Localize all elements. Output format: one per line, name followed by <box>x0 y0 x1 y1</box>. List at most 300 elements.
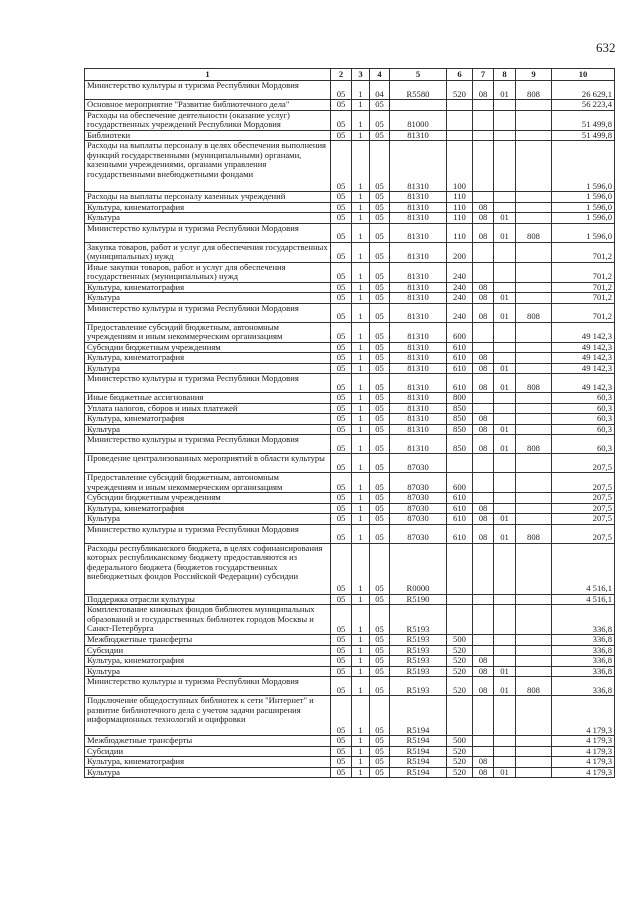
row-func-subsection: 01 <box>494 303 516 322</box>
row-section: 1 <box>352 656 370 667</box>
row-expense-type: 610 <box>447 353 473 364</box>
row-func-section: 08 <box>473 363 494 374</box>
row-chapter: 05 <box>331 141 352 192</box>
row-target-article: R5193 <box>390 656 447 667</box>
row-description: Культура, кинематография <box>85 414 331 425</box>
row-target-article: 81310 <box>390 202 447 213</box>
row-target-article: R5190 <box>390 594 447 605</box>
row-target-article: 81310 <box>390 130 447 141</box>
row-amount: 4 179,3 <box>552 696 615 736</box>
col-header: 6 <box>447 69 473 81</box>
row-ministry-code <box>516 605 552 635</box>
table-row <box>85 130 615 141</box>
row-expense-type: 600 <box>447 473 473 493</box>
row-amount: 701,2 <box>552 282 615 293</box>
table-row <box>85 363 615 374</box>
table-row <box>85 746 615 757</box>
row-subsection: 05 <box>370 322 390 342</box>
row-amount: 4 516,1 <box>552 594 615 605</box>
row-expense-type: 520 <box>447 677 473 696</box>
table-row <box>85 543 615 594</box>
row-target-article: 81310 <box>390 293 447 304</box>
table-row <box>85 110 615 130</box>
row-section: 1 <box>352 192 370 203</box>
row-section: 1 <box>352 403 370 414</box>
row-expense-type <box>447 543 473 594</box>
table-row <box>85 293 615 304</box>
row-section: 1 <box>352 303 370 322</box>
row-section: 1 <box>352 696 370 736</box>
row-subsection: 05 <box>370 767 390 778</box>
row-target-article: 81310 <box>390 374 447 393</box>
row-chapter: 05 <box>331 242 352 262</box>
row-chapter: 05 <box>331 493 352 504</box>
row-func-subsection: 01 <box>494 767 516 778</box>
row-description: Межбюджетные трансферты <box>85 635 331 646</box>
row-subsection: 05 <box>370 594 390 605</box>
row-subsection: 05 <box>370 514 390 525</box>
row-section: 1 <box>352 635 370 646</box>
row-description: Культура <box>85 666 331 677</box>
row-amount: 51 499,8 <box>552 130 615 141</box>
row-ministry-code <box>516 543 552 594</box>
row-target-article: 87030 <box>390 503 447 514</box>
row-func-section <box>473 262 494 282</box>
row-description: Проведение централизованных мероприятий в области культуры <box>85 454 331 473</box>
row-expense-type <box>447 696 473 736</box>
row-func-subsection <box>494 493 516 504</box>
row-subsection: 05 <box>370 282 390 293</box>
row-description: Расходы на выплаты персоналу в целях обеспечения выполнения функций государственными (муниципальными) органами, казенными учреждениями, органами управления государственными внебюджетными фондами <box>85 141 331 192</box>
row-func-subsection: 01 <box>494 374 516 393</box>
row-description: Культура <box>85 293 331 304</box>
row-expense-type: 520 <box>447 656 473 667</box>
row-subsection: 05 <box>370 757 390 768</box>
row-chapter: 05 <box>331 130 352 141</box>
row-func-section: 08 <box>473 202 494 213</box>
row-func-section <box>473 635 494 646</box>
row-func-subsection <box>494 342 516 353</box>
row-amount: 336,8 <box>552 635 615 646</box>
row-expense-type: 610 <box>447 363 473 374</box>
row-target-article: 81310 <box>390 303 447 322</box>
row-ministry-code <box>516 141 552 192</box>
table-header-row <box>85 69 615 81</box>
row-description: Министерство культуры и туризма Республики Мордовия <box>85 303 331 322</box>
row-func-subsection <box>494 141 516 192</box>
row-section: 1 <box>352 645 370 656</box>
row-section: 1 <box>352 363 370 374</box>
col-header: 10 <box>552 69 615 81</box>
row-amount: 336,8 <box>552 645 615 656</box>
row-func-subsection <box>494 696 516 736</box>
row-func-section: 08 <box>473 757 494 768</box>
row-target-article: 81310 <box>390 213 447 224</box>
row-func-subsection <box>494 454 516 473</box>
row-expense-type: 100 <box>447 141 473 192</box>
row-expense-type: 200 <box>447 242 473 262</box>
row-subsection: 05 <box>370 403 390 414</box>
row-amount: 4 179,3 <box>552 767 615 778</box>
row-subsection: 05 <box>370 262 390 282</box>
table-row <box>85 100 615 111</box>
row-func-subsection <box>494 635 516 646</box>
row-target-article: R0000 <box>390 543 447 594</box>
row-ministry-code <box>516 493 552 504</box>
row-ministry-code <box>516 100 552 111</box>
row-section: 1 <box>352 594 370 605</box>
table-row <box>85 757 615 768</box>
row-subsection: 05 <box>370 635 390 646</box>
row-ministry-code <box>516 666 552 677</box>
row-chapter: 05 <box>331 543 352 594</box>
row-target-article: R5193 <box>390 666 447 677</box>
row-func-section <box>473 242 494 262</box>
row-amount: 4 179,3 <box>552 757 615 768</box>
row-func-subsection: 01 <box>494 213 516 224</box>
row-func-section: 08 <box>473 767 494 778</box>
row-expense-type: 520 <box>447 746 473 757</box>
row-target-article: R5194 <box>390 736 447 747</box>
table-row <box>85 213 615 224</box>
row-amount: 701,2 <box>552 303 615 322</box>
row-description: Культура, кинематография <box>85 202 331 213</box>
table-row <box>85 514 615 525</box>
row-chapter: 05 <box>331 393 352 404</box>
row-expense-type: 110 <box>447 223 473 242</box>
row-target-article: R5194 <box>390 767 447 778</box>
row-amount: 60,3 <box>552 414 615 425</box>
table-row <box>85 81 615 100</box>
row-func-section <box>473 100 494 111</box>
row-target-article: 81310 <box>390 414 447 425</box>
row-section: 1 <box>352 454 370 473</box>
budget-table <box>84 68 615 778</box>
row-description: Расходы на выплаты персоналу казенных учреждений <box>85 192 331 203</box>
row-ministry-code <box>516 282 552 293</box>
row-chapter: 05 <box>331 454 352 473</box>
row-func-subsection: 01 <box>494 424 516 435</box>
row-ministry-code <box>516 202 552 213</box>
row-func-section: 08 <box>473 81 494 100</box>
row-func-section <box>473 594 494 605</box>
row-expense-type <box>447 110 473 130</box>
row-section: 1 <box>352 493 370 504</box>
row-description: Уплата налогов, сборов и иных платежей <box>85 403 331 414</box>
row-chapter: 05 <box>331 414 352 425</box>
row-expense-type <box>447 130 473 141</box>
row-target-article: 87030 <box>390 514 447 525</box>
row-section: 1 <box>352 213 370 224</box>
row-chapter: 05 <box>331 736 352 747</box>
row-target-article: 81310 <box>390 363 447 374</box>
table-row <box>85 303 615 322</box>
row-ministry-code <box>516 767 552 778</box>
col-header: 4 <box>370 69 390 81</box>
col-header: 5 <box>390 69 447 81</box>
col-header: 7 <box>473 69 494 81</box>
row-func-section <box>473 696 494 736</box>
row-amount: 60,3 <box>552 403 615 414</box>
row-chapter: 05 <box>331 746 352 757</box>
row-ministry-code <box>516 746 552 757</box>
row-func-subsection <box>494 473 516 493</box>
row-amount: 701,2 <box>552 262 615 282</box>
row-ministry-code <box>516 757 552 768</box>
row-section: 1 <box>352 353 370 364</box>
row-description: Культура <box>85 424 331 435</box>
row-target-article: 81000 <box>390 110 447 130</box>
row-ministry-code <box>516 473 552 493</box>
row-amount: 336,8 <box>552 605 615 635</box>
row-section: 1 <box>352 393 370 404</box>
row-subsection: 05 <box>370 202 390 213</box>
row-func-section <box>473 342 494 353</box>
row-func-subsection: 01 <box>494 435 516 454</box>
row-expense-type: 240 <box>447 282 473 293</box>
row-expense-type: 520 <box>447 81 473 100</box>
row-amount: 49 142,3 <box>552 374 615 393</box>
row-section: 1 <box>352 666 370 677</box>
row-subsection: 05 <box>370 524 390 543</box>
row-section: 1 <box>352 100 370 111</box>
row-func-section: 08 <box>473 524 494 543</box>
row-chapter: 05 <box>331 192 352 203</box>
row-section: 1 <box>352 282 370 293</box>
row-section: 1 <box>352 322 370 342</box>
row-ministry-code <box>516 342 552 353</box>
row-section: 1 <box>352 543 370 594</box>
row-ministry-code: 808 <box>516 223 552 242</box>
row-func-subsection: 01 <box>494 81 516 100</box>
row-ministry-code: 808 <box>516 303 552 322</box>
row-func-section: 08 <box>473 223 494 242</box>
row-ministry-code <box>516 514 552 525</box>
row-expense-type: 520 <box>447 767 473 778</box>
row-description: Министерство культуры и туризма Республики Мордовия <box>85 374 331 393</box>
row-section: 1 <box>352 435 370 454</box>
table-row <box>85 503 615 514</box>
row-amount: 701,2 <box>552 242 615 262</box>
row-description: Культура, кинематография <box>85 353 331 364</box>
row-func-section <box>473 645 494 656</box>
table-row <box>85 656 615 667</box>
row-target-article: 87030 <box>390 473 447 493</box>
row-target-article: 81310 <box>390 322 447 342</box>
table-row <box>85 322 615 342</box>
row-target-article: 81310 <box>390 435 447 454</box>
row-func-section: 08 <box>473 282 494 293</box>
row-subsection: 05 <box>370 424 390 435</box>
row-subsection: 05 <box>370 130 390 141</box>
row-amount: 49 142,3 <box>552 342 615 353</box>
row-func-section: 08 <box>473 303 494 322</box>
col-header: 2 <box>331 69 352 81</box>
row-target-article: R5194 <box>390 757 447 768</box>
row-expense-type: 610 <box>447 374 473 393</box>
row-func-section <box>473 403 494 414</box>
row-description: Министерство культуры и туризма Республики Мордовия <box>85 524 331 543</box>
row-func-subsection: 01 <box>494 677 516 696</box>
row-amount: 4 179,3 <box>552 736 615 747</box>
table-row <box>85 435 615 454</box>
row-ministry-code <box>516 635 552 646</box>
row-ministry-code <box>516 130 552 141</box>
row-section: 1 <box>352 677 370 696</box>
row-subsection: 05 <box>370 645 390 656</box>
row-subsection: 04 <box>370 81 390 100</box>
row-chapter: 05 <box>331 757 352 768</box>
row-subsection: 05 <box>370 342 390 353</box>
row-subsection: 05 <box>370 435 390 454</box>
row-section: 1 <box>352 767 370 778</box>
row-func-subsection <box>494 353 516 364</box>
table-row <box>85 242 615 262</box>
row-ministry-code <box>516 696 552 736</box>
row-expense-type: 610 <box>447 503 473 514</box>
row-subsection: 05 <box>370 414 390 425</box>
row-subsection: 05 <box>370 353 390 364</box>
row-description: Субсидии бюджетным учреждениям <box>85 493 331 504</box>
row-chapter: 05 <box>331 645 352 656</box>
row-ministry-code <box>516 454 552 473</box>
table-row <box>85 645 615 656</box>
row-chapter: 05 <box>331 435 352 454</box>
table-row <box>85 594 615 605</box>
row-chapter: 05 <box>331 262 352 282</box>
row-ministry-code <box>516 594 552 605</box>
row-section: 1 <box>352 524 370 543</box>
row-subsection: 05 <box>370 242 390 262</box>
row-func-section <box>473 393 494 404</box>
row-amount: 1 596,0 <box>552 141 615 192</box>
row-chapter: 05 <box>331 282 352 293</box>
row-func-section: 08 <box>473 293 494 304</box>
table-row <box>85 454 615 473</box>
table-row <box>85 393 615 404</box>
row-target-article: 87030 <box>390 454 447 473</box>
row-chapter: 05 <box>331 666 352 677</box>
row-chapter: 05 <box>331 656 352 667</box>
row-description: Закупка товаров, работ и услуг для обеспечения государственных (муниципальных) нужд <box>85 242 331 262</box>
row-expense-type: 850 <box>447 424 473 435</box>
row-func-subsection <box>494 100 516 111</box>
table-row <box>85 696 615 736</box>
row-chapter: 05 <box>331 635 352 646</box>
row-amount: 56 223,4 <box>552 100 615 111</box>
row-section: 1 <box>352 293 370 304</box>
row-chapter: 05 <box>331 524 352 543</box>
row-func-subsection <box>494 736 516 747</box>
row-description: Субсидии <box>85 645 331 656</box>
row-description: Культура <box>85 767 331 778</box>
row-section: 1 <box>352 141 370 192</box>
row-ministry-code: 808 <box>516 677 552 696</box>
row-expense-type: 240 <box>447 303 473 322</box>
row-description: Культура <box>85 213 331 224</box>
table-row <box>85 493 615 504</box>
row-amount: 336,8 <box>552 666 615 677</box>
row-func-subsection: 01 <box>494 223 516 242</box>
row-func-subsection <box>494 594 516 605</box>
row-ministry-code <box>516 262 552 282</box>
row-func-subsection: 01 <box>494 514 516 525</box>
table-row <box>85 223 615 242</box>
row-subsection: 05 <box>370 141 390 192</box>
row-ministry-code <box>516 213 552 224</box>
row-expense-type: 610 <box>447 493 473 504</box>
row-target-article: R5193 <box>390 645 447 656</box>
row-description: Субсидии <box>85 746 331 757</box>
row-expense-type: 600 <box>447 322 473 342</box>
row-func-subsection <box>494 282 516 293</box>
row-subsection: 05 <box>370 746 390 757</box>
row-amount: 60,3 <box>552 393 615 404</box>
row-target-article: 81310 <box>390 141 447 192</box>
row-expense-type: 850 <box>447 435 473 454</box>
table-row <box>85 736 615 747</box>
row-target-article: 81310 <box>390 393 447 404</box>
table-row <box>85 605 615 635</box>
row-expense-type: 240 <box>447 293 473 304</box>
row-target-article: 81310 <box>390 424 447 435</box>
table-row <box>85 342 615 353</box>
row-ministry-code: 808 <box>516 435 552 454</box>
row-target-article: R5194 <box>390 746 447 757</box>
row-subsection: 05 <box>370 303 390 322</box>
row-description: Министерство культуры и туризма Республики Мордовия <box>85 435 331 454</box>
row-func-section: 08 <box>473 424 494 435</box>
row-expense-type: 500 <box>447 736 473 747</box>
table-row <box>85 767 615 778</box>
table-row <box>85 473 615 493</box>
row-func-section: 08 <box>473 503 494 514</box>
row-ministry-code <box>516 363 552 374</box>
row-expense-type: 520 <box>447 757 473 768</box>
row-chapter: 05 <box>331 303 352 322</box>
row-subsection: 05 <box>370 363 390 374</box>
row-subsection: 05 <box>370 393 390 404</box>
row-target-article: 81310 <box>390 342 447 353</box>
row-func-subsection <box>494 543 516 594</box>
table-row <box>85 202 615 213</box>
row-amount: 336,8 <box>552 677 615 696</box>
row-chapter: 05 <box>331 81 352 100</box>
row-func-section <box>473 746 494 757</box>
row-expense-type: 610 <box>447 342 473 353</box>
row-func-subsection <box>494 414 516 425</box>
row-subsection: 05 <box>370 374 390 393</box>
row-chapter: 05 <box>331 342 352 353</box>
row-target-article: R5580 <box>390 81 447 100</box>
row-description: Культура, кинематография <box>85 656 331 667</box>
row-subsection: 05 <box>370 605 390 635</box>
row-func-subsection <box>494 192 516 203</box>
row-target-article: R5193 <box>390 677 447 696</box>
row-expense-type: 240 <box>447 262 473 282</box>
row-expense-type: 850 <box>447 403 473 414</box>
row-ministry-code <box>516 503 552 514</box>
row-func-section <box>473 493 494 504</box>
row-func-subsection <box>494 202 516 213</box>
row-func-subsection <box>494 656 516 667</box>
row-func-subsection <box>494 746 516 757</box>
row-target-article: 81310 <box>390 262 447 282</box>
row-subsection: 05 <box>370 736 390 747</box>
row-section: 1 <box>352 414 370 425</box>
row-section: 1 <box>352 374 370 393</box>
row-amount: 49 142,3 <box>552 322 615 342</box>
